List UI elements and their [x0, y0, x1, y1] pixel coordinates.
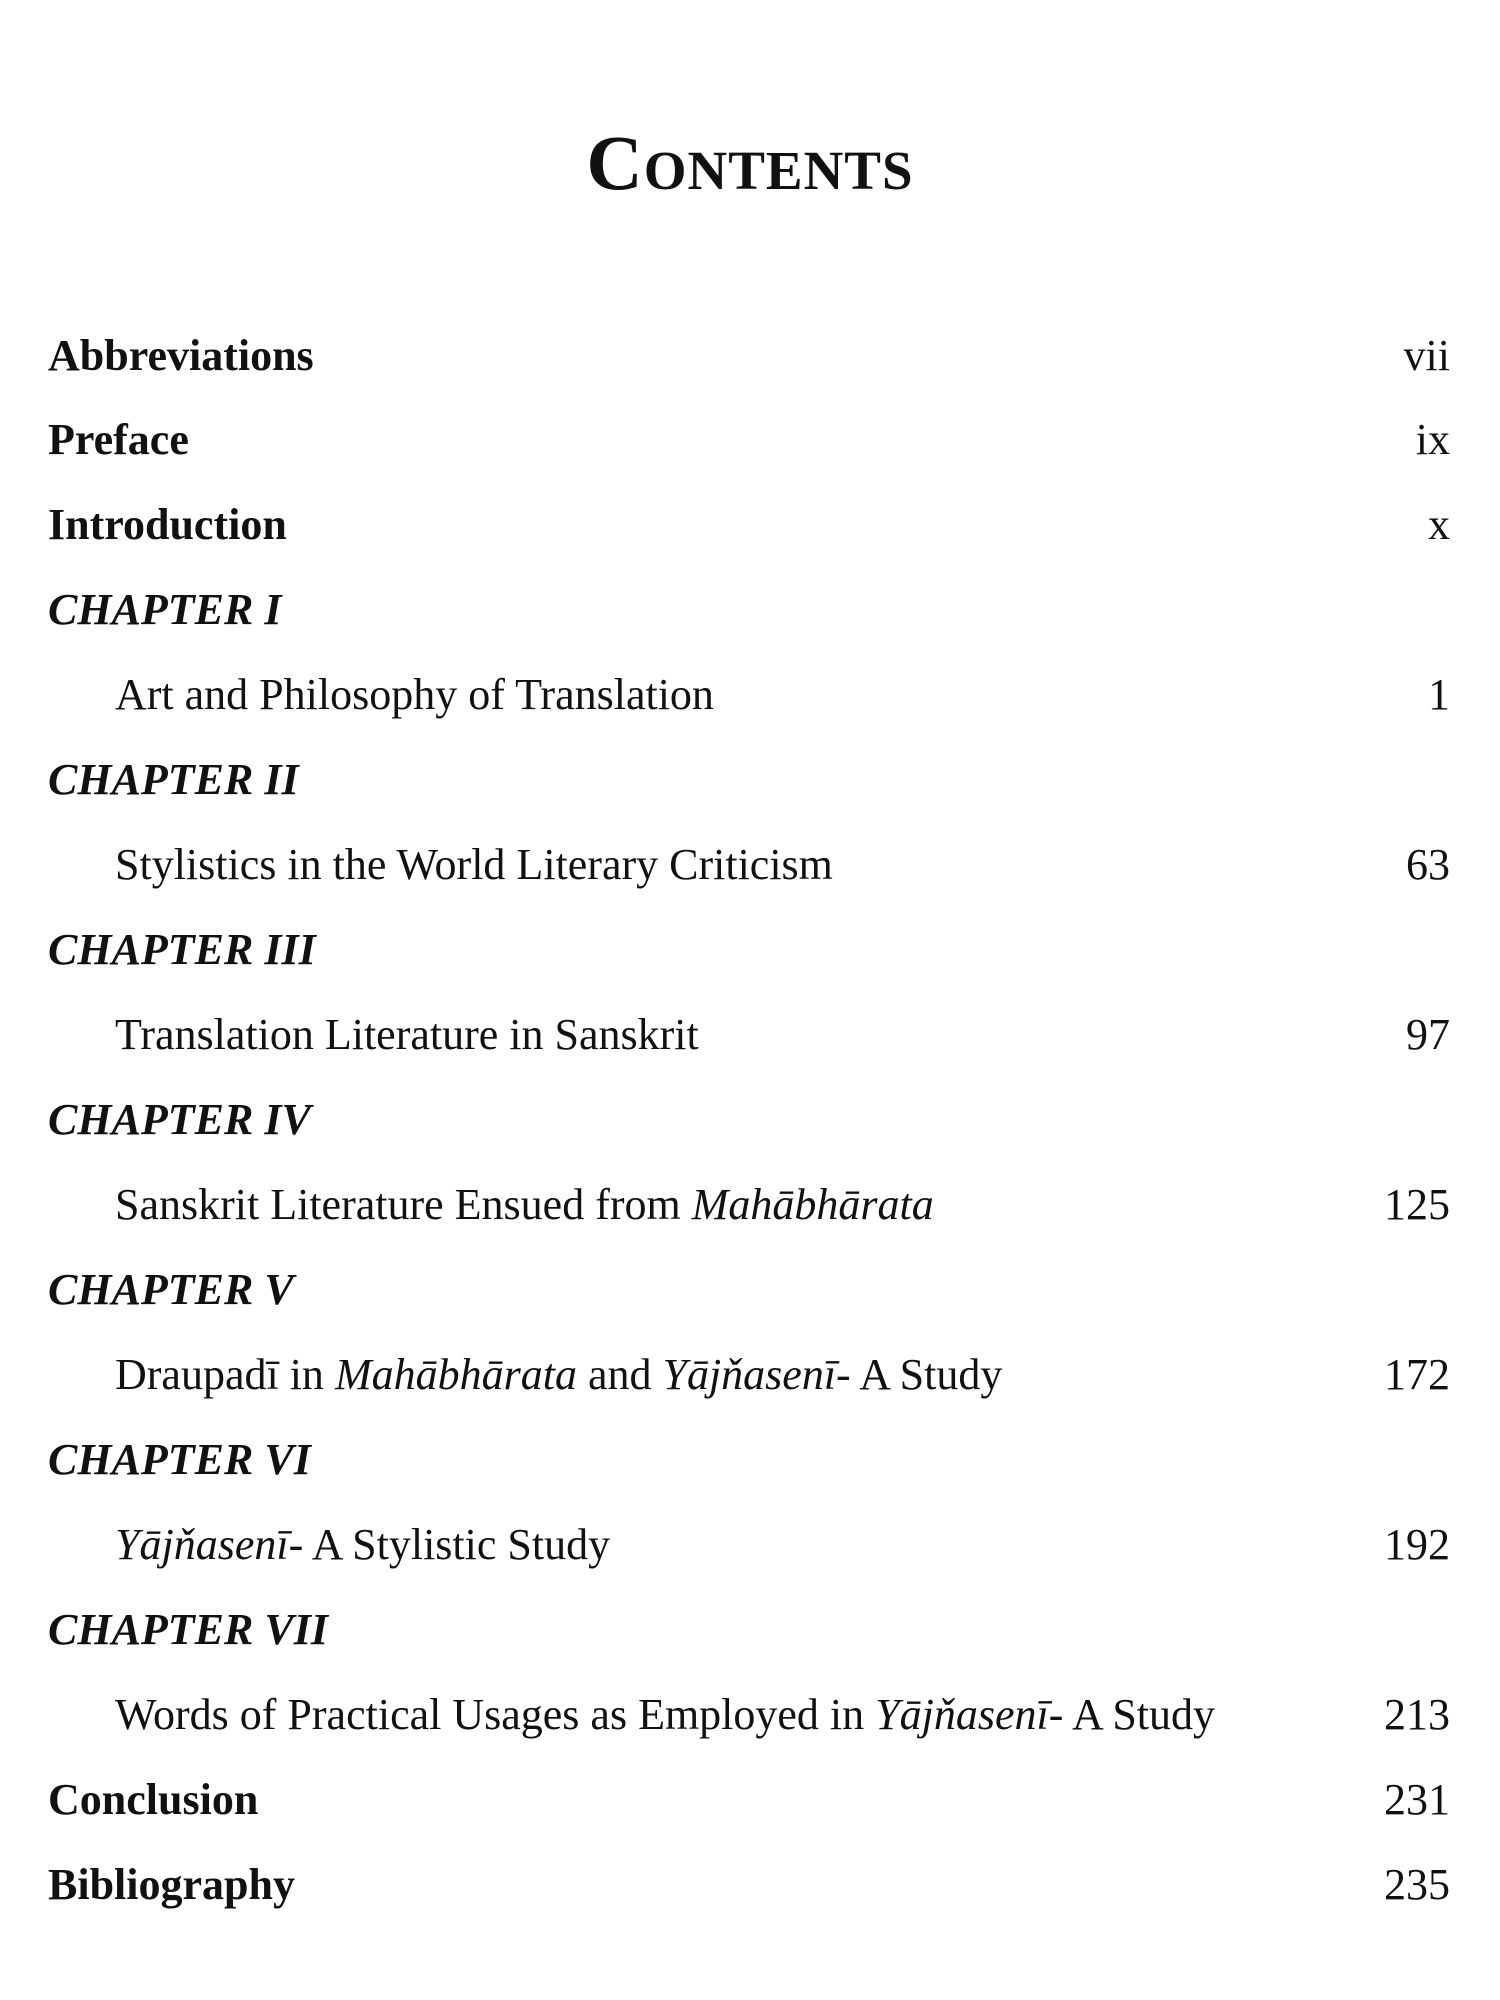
- page-title: Contents: [586, 119, 914, 206]
- toc-entry-title: Introduction: [48, 500, 287, 549]
- toc-entry-chapter-7: [48, 1685, 1450, 1745]
- toc-chapter-heading-4: [48, 1090, 1450, 1150]
- toc-entry-title: Art and Philosophy of Translation: [115, 670, 714, 719]
- toc-entry-preface: [48, 410, 1450, 470]
- chapter-heading: CHAPTER VI: [48, 1435, 311, 1484]
- chapter-heading: CHAPTER II: [48, 755, 299, 804]
- toc-chapter-heading-7: [48, 1600, 1450, 1660]
- toc-entry-title: Bibliography: [48, 1860, 295, 1909]
- toc-entry-chapter-2: [48, 835, 1450, 895]
- toc-entry-page: 213: [1384, 1690, 1450, 1739]
- toc-entry-title: Yājňasenī- A Stylistic Study: [115, 1520, 611, 1569]
- toc-chapter-heading-2: [48, 750, 1450, 810]
- toc-chapter-heading-3: [48, 920, 1450, 980]
- toc-entry-chapter-3: [48, 1005, 1450, 1065]
- toc-entry-title: Words of Practical Usages as Employed in Yājňasenī- A Study: [115, 1690, 1216, 1739]
- toc-entry-title: Conclusion: [48, 1775, 259, 1824]
- toc-chapter-heading-1: [48, 580, 1450, 640]
- toc-entry-abbreviations: [48, 326, 1450, 386]
- toc-entry-page: 231: [1384, 1775, 1450, 1824]
- chapter-heading: CHAPTER IV: [48, 1095, 311, 1144]
- toc-entry-title: Preface: [48, 415, 189, 464]
- toc-entry-page: 63: [1406, 840, 1450, 889]
- toc-entry-page: 97: [1406, 1010, 1450, 1059]
- toc-entry-chapter-6: [48, 1515, 1450, 1575]
- chapter-heading: CHAPTER VII: [48, 1605, 328, 1654]
- toc-entry-introduction: [48, 495, 1450, 555]
- toc-entry-chapter-5: [48, 1345, 1450, 1405]
- toc-entry-conclusion: [48, 1770, 1450, 1830]
- toc-entry-page: vii: [1403, 331, 1450, 380]
- toc-entry-page: ix: [1415, 415, 1450, 464]
- toc-entry-bibliography: [48, 1855, 1450, 1915]
- toc-entry-page: 192: [1384, 1520, 1450, 1569]
- chapter-heading: CHAPTER V: [48, 1265, 294, 1314]
- toc-entry-page: x: [1428, 500, 1450, 549]
- toc-entry-title: Translation Literature in Sanskrit: [115, 1010, 699, 1059]
- toc-entry-page: 1: [1428, 670, 1450, 719]
- chapter-heading: CHAPTER I: [48, 585, 282, 634]
- toc-entry-chapter-4: [48, 1175, 1450, 1235]
- toc-entry-title: Stylistics in the World Literary Criticism: [115, 840, 833, 889]
- toc-entry-chapter-1: [48, 665, 1450, 725]
- toc-entry-page: 235: [1384, 1860, 1450, 1909]
- chapter-heading: CHAPTER III: [48, 925, 316, 974]
- toc-entry-page: 125: [1384, 1180, 1450, 1229]
- toc-entry-title: Draupadī in Mahābhārata and Yājňasenī- A Study: [115, 1350, 1003, 1399]
- toc-chapter-heading-5: [48, 1260, 1450, 1320]
- toc-chapter-heading-6: [48, 1430, 1450, 1490]
- toc-entry-title: Abbreviations: [48, 331, 314, 380]
- toc-entry-title: Sanskrit Literature Ensued from Mahābhārata: [115, 1180, 934, 1229]
- toc-entry-page: 172: [1384, 1350, 1450, 1399]
